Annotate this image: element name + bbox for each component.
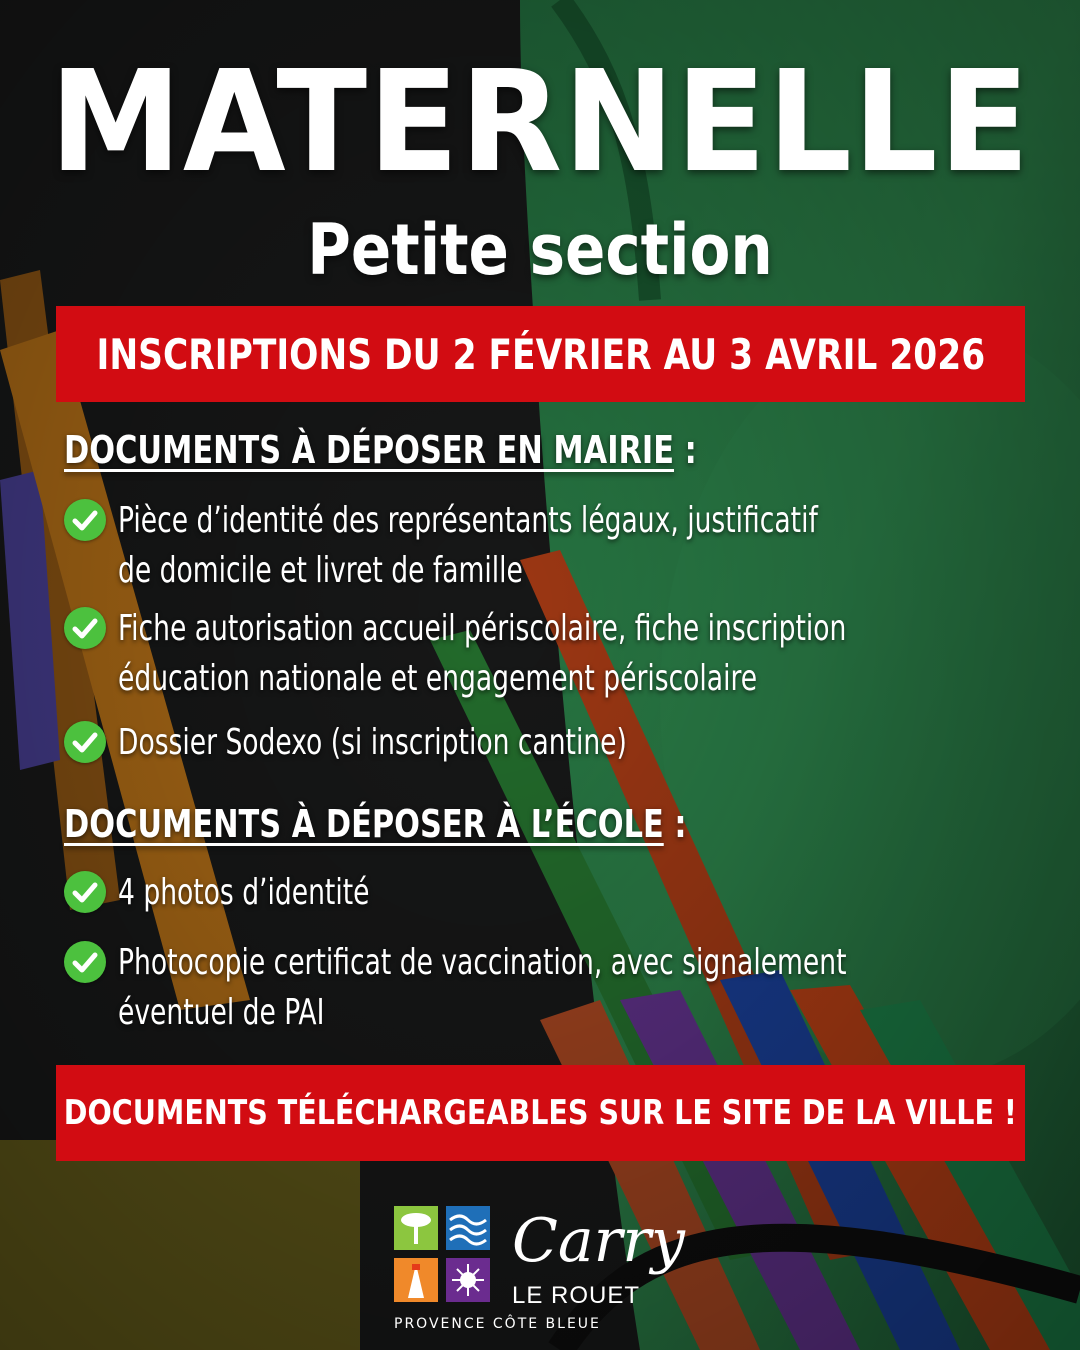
waves-icon: [446, 1206, 490, 1250]
dates-banner-text: INSCRIPTIONS DU 2 FÉVRIER AU 3 AVRIL 2026: [96, 329, 985, 379]
list-item-line: Photocopie certificat de vaccination, avec signalement: [118, 942, 847, 983]
list-item-line: Pièce d’identité des représentants légaux, justificatif: [118, 500, 818, 541]
section-heading-ecole: [64, 802, 686, 846]
list-item-line: Fiche autorisation accueil périscolaire, fiche inscription: [118, 608, 847, 649]
section-heading-mairie-colon: :: [674, 428, 697, 472]
list-item-text: [118, 868, 987, 918]
check-circle-icon: [64, 721, 106, 763]
logo-region-text: PROVENCE CÔTE BLEUE: [394, 1316, 601, 1332]
list-item-text: [118, 938, 987, 1038]
page-subtitle: Petite section: [307, 209, 773, 291]
list-item-text: [118, 718, 987, 768]
list-item-text: [118, 604, 987, 704]
check-circle-icon: [64, 607, 106, 649]
section-heading-ecole-colon: :: [663, 802, 687, 846]
list-item-line: éventuel de PAI: [118, 992, 325, 1033]
list-item-line: 4 photos d’identité: [118, 872, 370, 913]
logo-carry-text: Carry: [512, 1206, 685, 1276]
list-item-text: [118, 496, 987, 596]
list-item-line: de domicile et livret de famille: [118, 550, 523, 591]
section-heading-mairie: [64, 428, 697, 472]
section-heading-mairie-text: DOCUMENTS À DÉPOSER EN MAIRIE: [64, 428, 675, 472]
check-circle-icon: [64, 499, 106, 541]
check-circle-icon: [64, 871, 106, 913]
section-heading-ecole-text: DOCUMENTS À DÉPOSER À L’ÉCOLE: [64, 802, 664, 846]
check-circle-icon: [64, 941, 106, 983]
lighthouse-icon: [394, 1258, 438, 1302]
tree-icon: [394, 1206, 438, 1250]
town-logo: [394, 1206, 694, 1336]
dates-banner: [56, 306, 1025, 402]
download-banner-text: DOCUMENTS TÉLÉCHARGEABLES SUR LE SITE DE LA VILLE !: [63, 1093, 1018, 1133]
list-item-line: éducation nationale et engagement périscolaire: [118, 658, 758, 699]
logo-town-text: LE ROUET: [512, 1282, 641, 1309]
sea-urchin-icon: [446, 1258, 490, 1302]
list-item-line: Dossier Sodexo (si inscription cantine): [118, 722, 627, 763]
download-banner: [56, 1065, 1025, 1161]
page-title: MATERNELLE: [49, 41, 1031, 204]
